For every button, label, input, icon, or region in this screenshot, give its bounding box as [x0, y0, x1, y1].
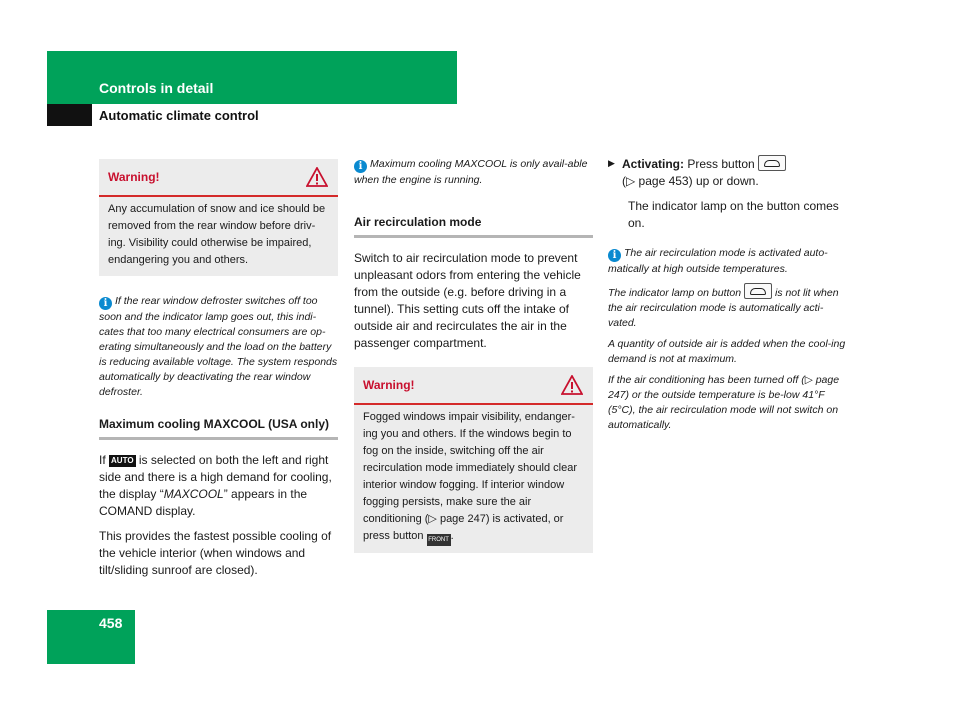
text: The indicator lamp on button	[608, 287, 742, 299]
text: If	[99, 453, 106, 467]
page-number: 458	[99, 615, 123, 631]
auto-button-icon: AUTO	[111, 456, 134, 465]
text: Fogged windows impair visibility, endanger-ing you and others. If the windows begin to fog on the inside, switching off the air recirculation mode immediately should clear interior window fogging. If interior window fogging persists, make sure the air conditioning (▷ page 247) is activated, or press button	[363, 411, 577, 542]
section-title: Controls in detail	[99, 80, 214, 96]
header-marker	[47, 104, 92, 126]
info-icon: i	[608, 249, 621, 262]
info-note: If the air conditioning has been turned off (▷ page 247) or the outside temperature is be-low 41°F (5°C), the air recirculation mode will not switch on automatically.	[608, 374, 840, 431]
recirculation-button-icon	[758, 155, 786, 171]
step-label: Activating:	[622, 157, 685, 171]
column-2	[354, 157, 593, 563]
text: .	[450, 530, 454, 542]
header-bar	[47, 51, 457, 104]
emphasis-text: MAXCOOL	[163, 487, 224, 501]
recirculation-button-icon	[744, 283, 772, 299]
warning-text: Any accumulation of snow and ice should be removed from the rear window before driv-ing. Visibility could otherwise be impaired, endangering you and others.	[108, 203, 326, 266]
bullet-arrow-icon: ▶	[608, 158, 615, 168]
warning-label: Warning!	[108, 169, 160, 184]
section-heading: Maximum cooling MAXCOOL (USA only)	[99, 416, 338, 440]
info-text: The air recirculation mode is activated auto-matically at high outside temperatures.	[608, 247, 828, 275]
text: Press button	[687, 157, 755, 171]
info-note	[354, 157, 593, 188]
instruction-step	[608, 155, 848, 190]
info-note	[99, 294, 338, 400]
warning-box	[354, 367, 593, 553]
warning-header	[99, 159, 338, 197]
paragraph	[99, 452, 338, 520]
column-1	[99, 159, 338, 587]
info-note	[608, 283, 848, 331]
info-icon: i	[354, 160, 367, 173]
paragraph: The indicator lamp on the button comes on.	[628, 199, 839, 230]
text: is selected on both the left and right side and there is a high demand for cooling, the display “	[99, 453, 332, 501]
section-heading: Air recirculation mode	[354, 214, 593, 238]
info-note	[608, 246, 848, 277]
text: ” appears in the COMAND display.	[99, 487, 308, 518]
info-icon: i	[99, 297, 112, 310]
info-note: A quantity of outside air is added when the cool-ing demand is not at maximum.	[608, 338, 846, 365]
warning-box	[99, 159, 338, 276]
paragraph: This provides the fastest possible cooling of the vehicle interior (when windows and tilt/sliding sunroof are closed).	[99, 529, 332, 577]
subsection-title: Automatic climate control	[99, 108, 259, 123]
warning-triangle-icon	[561, 375, 583, 395]
info-text: If the rear window defroster switches off too soon and the indicator lamp goes out, this indi-cates that too many electrical consumers are op-erating simultaneously and the load on the battery is reducing available voltage. The system responds automatically by deactivating the rear window defroster.	[99, 295, 338, 398]
column-3	[608, 155, 848, 433]
info-text: Maximum cooling MAXCOOL is only avail-able when the engine is running.	[354, 158, 588, 186]
warning-triangle-icon	[306, 167, 328, 187]
warning-label: Warning!	[363, 377, 415, 392]
paragraph: Switch to air recirculation mode to prevent unpleasant odors from entering the vehicle from the outside (e.g. before driving in a tunnel). This setting cuts off the intake of outside air and recirculates the air in the passenger compartment.	[354, 251, 581, 350]
text: (▷ page 453) up or down.	[622, 174, 759, 188]
text: is not lit when the air recirculation mode is automatically acti-vated.	[608, 287, 839, 329]
front-defrost-button-icon: FRONT	[427, 534, 451, 546]
warning-header	[354, 367, 593, 405]
warning-text	[354, 405, 593, 553]
